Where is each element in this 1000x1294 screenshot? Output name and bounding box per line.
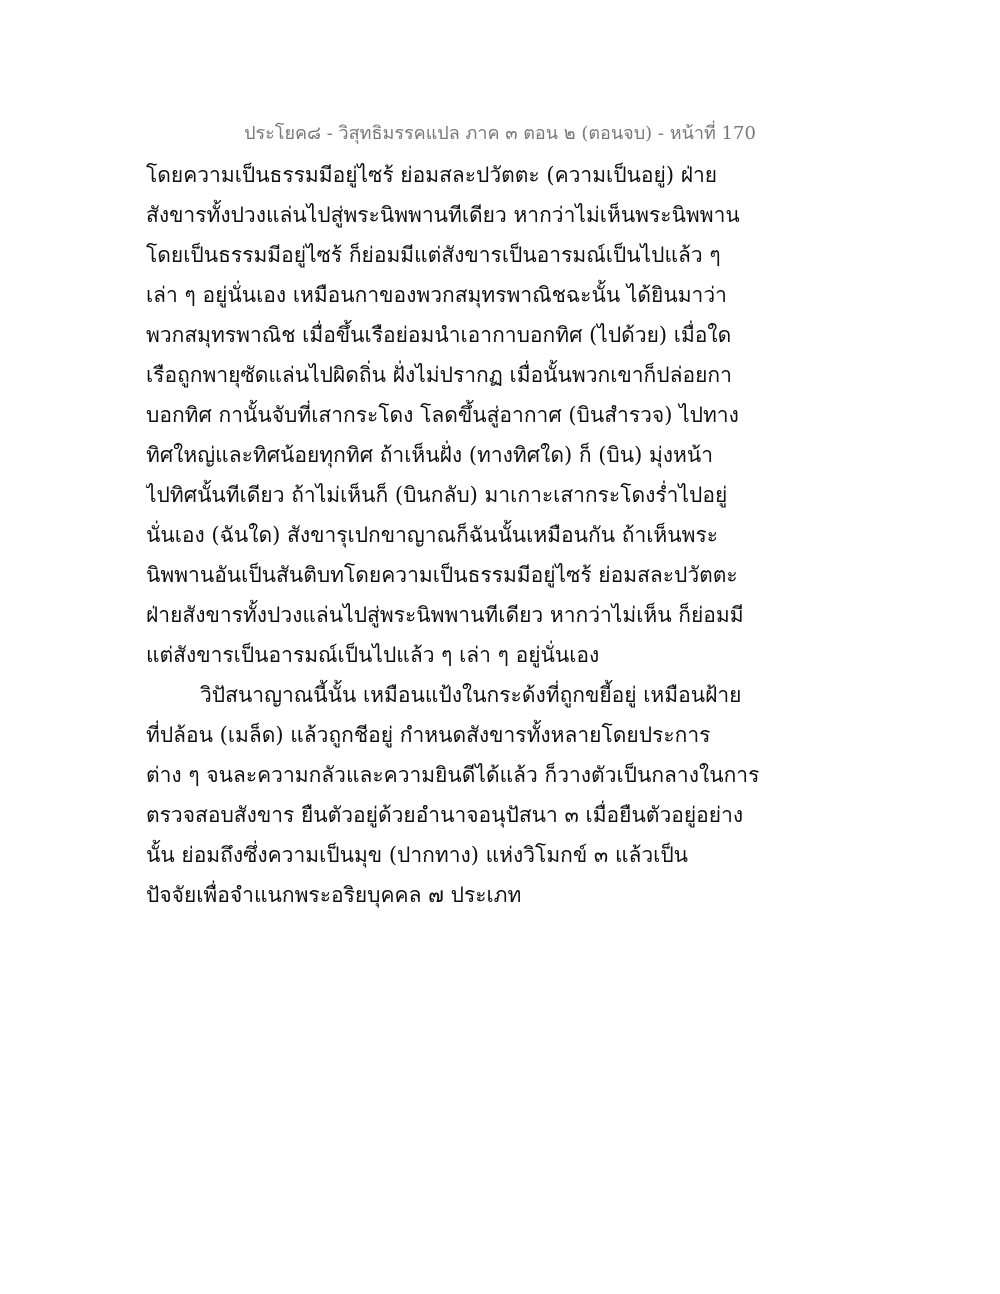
text-line: พวกสมุทรพาณิช เมื่อขึ้นเรือย่อมนำเอากาบอกทิศ (ไปด้วย) เมื่อใด (146, 323, 732, 347)
text-line: บอกทิศ กานั้นจับที่เสากระโดง โลดขึ้นสู่อากาศ (บินสำรวจ) ไปทาง (146, 403, 739, 427)
text-line: ที่ปล้อน (เมล็ด) แล้วถูกชีอยู่ กำหนดสังขารทั้งหลายโดยประการ (146, 723, 711, 747)
text-line: เรือถูกพายุซัดแล่นไปผิดถิ่น ฝั่งไม่ปรากฏ เมื่อนั้นพวกเขาก็ปล่อยกา (146, 363, 732, 387)
text-line: นิพพานอันเป็นสันติบทโดยความเป็นธรรมมีอยู่ไซร้ ย่อมสละปวัตตะ (146, 563, 738, 587)
page-header: ประโยค๘ - วิสุทธิมรรคแปล ภาค ๓ ตอน ๒ (ตอนจบ) - หน้าที่ 170 (244, 123, 756, 144)
text-line: ปัจจัยเพื่อจำแนกพระอริยบุคคล ๗ ประเภท (146, 883, 522, 907)
text-line: โดยเป็นธรรมมีอยู่ไซร้ ก็ย่อมมีแต่สังขารเป็นอารมณ์เป็นไปแล้ว ๆ (146, 243, 721, 267)
text-line: ตรวจสอบสังขาร ยืนตัวอยู่ด้วยอำนาจอนุปัสนา ๓ เมื่อยืนตัวอยู่อย่าง (146, 803, 744, 827)
text-line: ฝ่ายสังขารทั้งปวงแล่นไปสู่พระนิพพานทีเดียว หากว่าไม่เห็น ก็ย่อมมี (146, 603, 744, 627)
text-line: นั้น ย่อมถึงซึ่งความเป็นมุข (ปากทาง) แห่งวิโมกข์ ๓ แล้วเป็น (146, 843, 689, 867)
text-line: ต่าง ๆ จนละความกลัวและความยินดีได้แล้ว ก็วางตัวเป็นกลางในการ (146, 763, 760, 787)
text-line: นั่นเอง (ฉันใด) สังขารุเปกขาญาณก็ฉันนั้นเหมือนกัน ถ้าเห็นพระ (146, 523, 719, 547)
text-line: สังขารทั้งปวงแล่นไปสู่พระนิพพานทีเดียว หากว่าไม่เห็นพระนิพพาน (146, 203, 740, 227)
text-line: ทิศใหญ่และทิศน้อยทุกทิศ ถ้าเห็นฝั่ง (ทางทิศใด) ก็ (บิน) มุ่งหน้า (146, 443, 714, 467)
text-line: เล่า ๆ อยู่นั่นเอง เหมือนกาของพวกสมุทรพาณิชฉะนั้น ได้ยินมาว่า (146, 283, 727, 307)
text-line: แต่สังขารเป็นอารมณ์เป็นไปแล้ว ๆ เล่า ๆ อยู่นั่นเอง (146, 643, 600, 667)
body-text (146, 155, 846, 915)
paragraph-first-line: วิปัสนาญาณนี้นั้น เหมือนแป้งในกระด้งที่ถูกขยี้อยู่ เหมือนฝ้าย (200, 683, 742, 707)
text-line: ไปทิศนั้นทีเดียว ถ้าไม่เห็นก็ (บินกลับ) มาเกาะเสากระโดงร่ำไปอยู่ (146, 483, 728, 507)
text-line: โดยความเป็นธรรมมีอยู่ไซร้ ย่อมสละปวัตตะ (ความเป็นอยู่) ฝ่าย (146, 163, 718, 187)
